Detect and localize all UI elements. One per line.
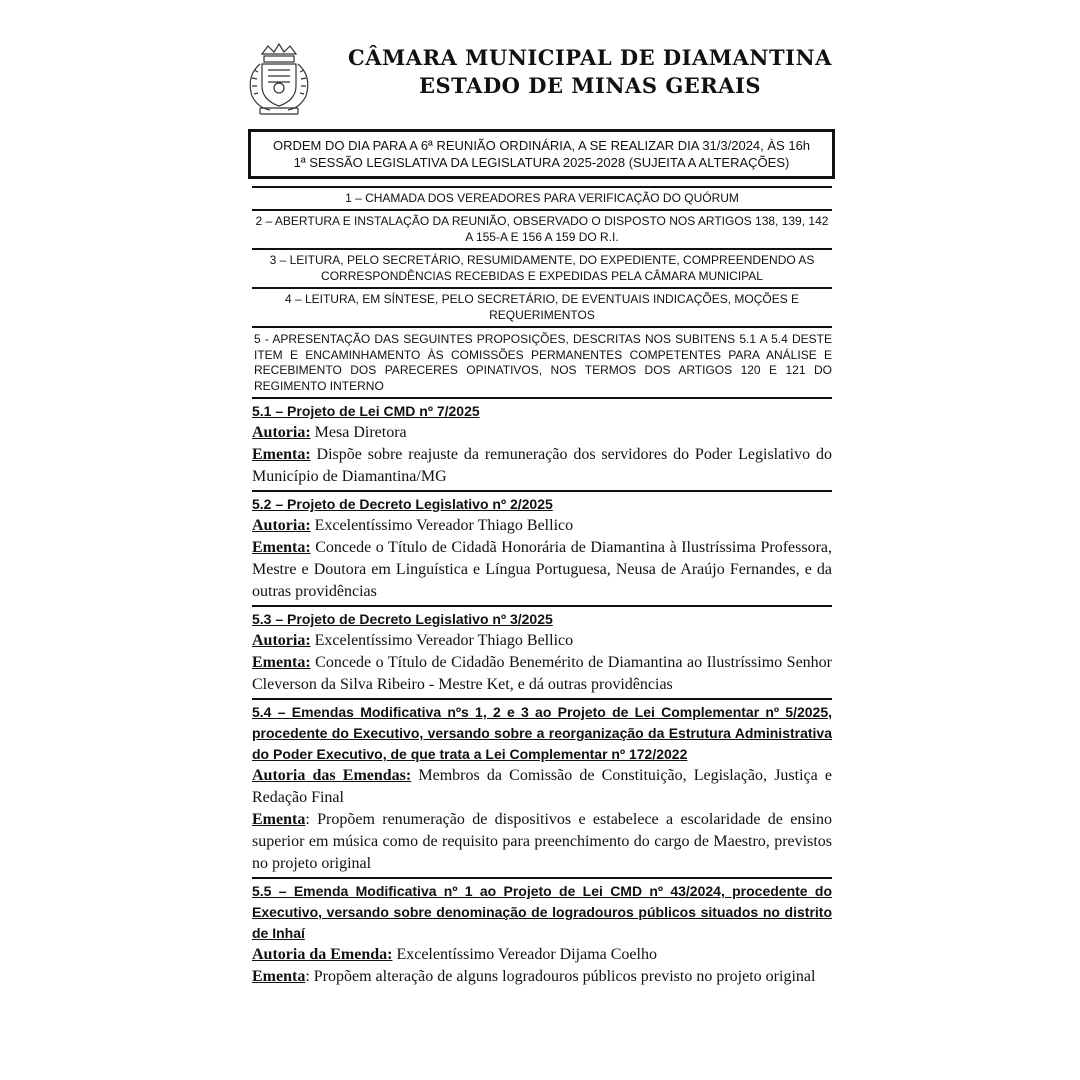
summary-value: Concede o Título de Cidadão Benemérito de Diamantina ao Ilustríssimo Senhor Cleverson da Silva Ribeiro - Mestre Ket, e dá outras providências [252,654,832,693]
agenda-title-line1: ORDEM DO DIA PARA A 6ª REUNIÃO ORDINÁRIA, A SE REALIZAR DIA 31/3/2024, ÀS 16h [272,138,811,153]
summary-label: Ementa [252,811,306,828]
summary-label: Ementa: [252,654,311,671]
summary-label: Ementa: [252,446,311,463]
proposition-title: 5.3 – Projeto de Decreto Legislativo nº 3/2025 [252,611,553,627]
summary-line [252,537,832,603]
authorship-line [252,515,832,537]
chamber-name: CÂMARA MUNICIPAL DE DIAMANTINA [348,45,832,70]
authorship-line [252,630,832,652]
agenda-title-line2: 1ª SESSÃO LEGISLATIVA DA LEGISLATURA 2025-2028 (SUJEITA A ALTERAÇÕES) [293,155,790,170]
proposition-5-2 [252,490,832,605]
authorship-label: Autoria: [252,632,311,649]
agenda-items [252,186,832,990]
proposition-5-4 [252,698,832,877]
summary-value: Concede o Título de Cidadã Honorária de Diamantina à Ilustríssima Professora, Mestre e Doutora em Linguística e Língua Portuguesa, Neusa de Araújo Fernandes, e da outras providências [252,539,832,600]
authorship-value: Excelentíssimo Vereador Thiago Bellico [310,517,574,534]
summary-line [252,966,832,988]
chamber-header [340,44,840,100]
proposition-title: 5.1 – Projeto de Lei CMD nº 7/2025 [252,403,480,419]
authorship-label: Autoria: [252,424,311,441]
authorship-line [252,765,832,809]
authorship-value: Membros da Comissão de Constituição, Legislação, Justiça e Redação Final [252,767,832,806]
agenda-item-4: 4 – LEITURA, EM SÍNTESE, PELO SECRETÁRIO, DE EVENTUAIS INDICAÇÕES, MOÇÕES E REQUERIMENTOS [252,287,832,326]
summary-label: Ementa: [252,539,311,556]
authorship-label: Autoria da Emenda: [252,946,393,963]
authorship-line [252,422,832,444]
proposition-title: 5.5 – Emenda Modificativa nº 1 ao Projeto de Lei CMD nº 43/2024, procedente do Executivo, versando sobre denominação de logradouros públicos situados no distrito de Inhaí [252,883,832,941]
proposition-5-5 [252,877,832,990]
summary-line [252,444,832,488]
summary-value: Dispõe sobre reajuste da remuneração dos servidores do Poder Legislativo do Município de Diamantina/MG [252,446,832,485]
state-name: ESTADO DE MINAS GERAIS [419,73,761,98]
proposition-title: 5.2 – Projeto de Decreto Legislativo nº 2/2025 [252,496,553,512]
summary-line [252,652,832,696]
proposition-5-3 [252,605,832,698]
proposition-title: 5.4 – Emendas Modificativa nºs 1, 2 e 3 ao Projeto de Lei Complementar nº 5/2025, procedente do Executivo, versando sobre a reorganização da Estrutura Administrativa do Poder Executivo, de que trata a Lei Complementar nº 172/2022 [252,704,832,762]
agenda-item-2: 2 – ABERTURA E INSTALAÇÃO DA REUNIÃO, OBSERVADO O DISPOSTO NOS ARTIGOS 138, 139, 142 A 155-A E 156 A 159 DO R.I. [252,209,832,248]
authorship-value: Mesa Diretora [310,424,407,441]
authorship-label: Autoria das Emendas: [252,767,412,784]
agenda-item-3: 3 – LEITURA, PELO SECRETÁRIO, RESUMIDAMENTE, DO EXPEDIENTE, COMPREENDENDO AS CORRESPONDÊNCIAS RECEBIDAS E EXPEDIDAS PELA CÂMARA MUNICIPAL [252,248,832,287]
authorship-label: Autoria: [252,517,311,534]
agenda-item-1: 1 – CHAMADA DOS VEREADORES PARA VERIFICAÇÃO DO QUÓRUM [252,186,832,209]
authorship-value: Excelentíssimo Vereador Dijama Coelho [392,946,657,963]
summary-value: : Propõem renumeração de dispositivos e estabelece a escolaridade de ensino superior em música como de requisito para preenchimento do cargo de Maestro, previstos no projeto original [252,811,832,872]
summary-value: : Propõem alteração de alguns logradouros públicos previsto no projeto original [305,968,816,985]
summary-line [252,809,832,875]
summary-label: Ementa [252,968,306,985]
proposition-5-1 [252,397,832,490]
authorship-value: Excelentíssimo Vereador Thiago Bellico [310,632,574,649]
authorship-line [252,944,832,966]
municipal-seal-icon [240,40,318,118]
agenda-title-box [248,129,835,179]
agenda-item-5: 5 - APRESENTAÇÃO DAS SEGUINTES PROPOSIÇÕES, DESCRITAS NOS SUBITENS 5.1 A 5.4 DESTE ITEM E ENCAMINHAMENTO ÀS COMISSÕES PERMANENTES COMPETENTES PARA ANÁLISE E RECEBIMENTO DOS PARECERES OPINATIVOS, NOS TERMOS DOS ARTIGOS 120 E 121 DO REGIMENTO INTERNO [252,326,832,397]
